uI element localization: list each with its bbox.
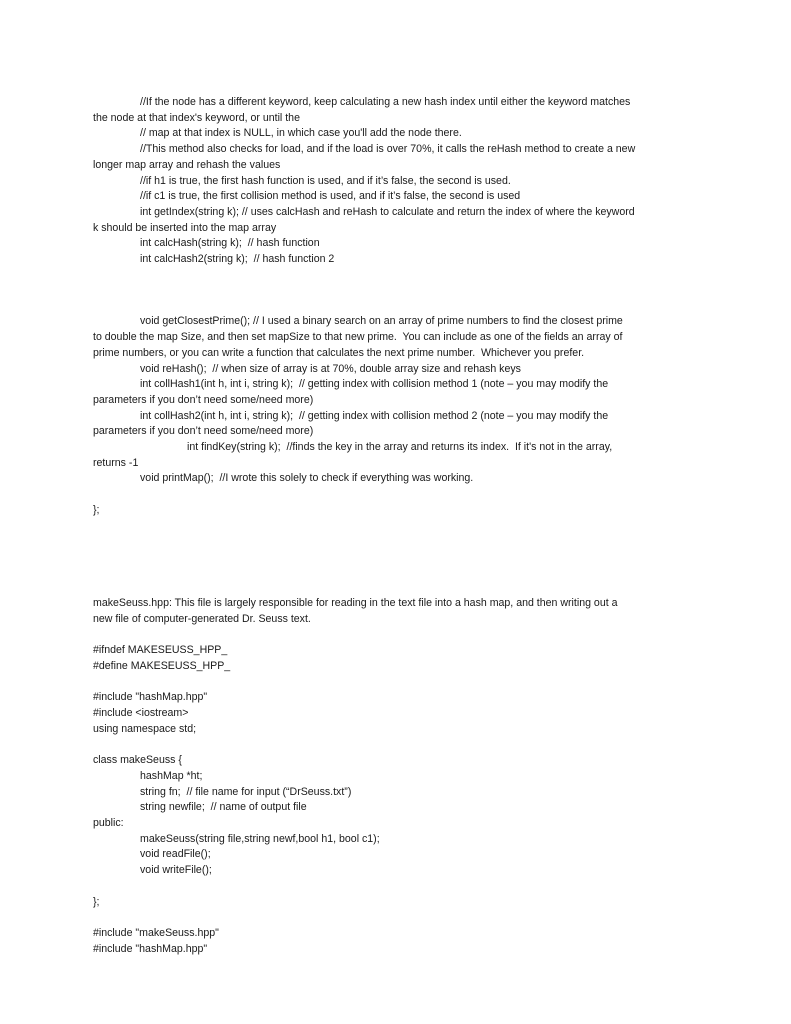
class-field: hashMap *ht; [140,769,203,782]
code-comment-line: the node at that index's keyword, or until the [93,111,300,124]
code-declaration-line: to double the map Size, and then set mapSize to that new prime. You can include as one of the fields an array of [93,331,623,344]
spacer [93,910,698,926]
code-comment-line: //if h1 is true, the first hash function is used, and if it’s false, the second is used. [140,174,511,187]
preprocessor-ifndef: #ifndef MAKESEUSS_HPP_ [93,644,228,657]
code-comment-line: // map at that index is NULL, in which case you'll add the node there. [140,127,462,140]
code-declaration-line: void getClosestPrime(); // I used a binary search on an array of prime numbers to find the closest prime [140,315,623,328]
class-close-brace: }; [93,503,100,516]
spacer [93,487,698,503]
spacer [93,879,698,895]
code-declaration-line: int calcHash(string k); // hash function [140,237,320,250]
class-declaration: class makeSeuss { [93,754,182,767]
include-iostream: #include <iostream> [93,707,189,720]
class-method: makeSeuss(string file,string newf,bool h1, bool c1); [140,832,380,845]
code-comment-line: //if c1 is true, the first collision method is used, and if it’s false, the second is used [140,190,521,203]
code-declaration-line: prime numbers, or you can write a function that calculates the next prime number. Whichever you prefer. [93,346,585,359]
code-declaration-line: int collHash2(int h, int i, string k); // getting index with collision method 2 (note – you may modify the [140,409,609,422]
spacer [93,299,698,315]
code-declaration-line: int collHash1(int h, int i, string k); // getting index with collision method 1 (note – you may modify the [140,378,609,391]
spacer [93,268,698,299]
code-declaration-line: int calcHash2(string k); // hash function 2 [140,253,335,266]
include-hashmap: #include "hashMap.hpp" [93,942,208,955]
class-field: string newfile; // name of output file [140,801,307,814]
spacer [93,519,698,581]
file-description-text: makeSeuss.hpp: This file is largely responsible for reading in the text file into a hash map, and then writing out a [93,597,618,610]
code-comment-line: //If the node has a different keyword, keep calculating a new hash index until either the keyword matches [140,96,631,108]
preprocessor-define: #define MAKESEUSS_HPP_ [93,660,231,673]
include-hashmap: #include "hashMap.hpp" [93,691,208,704]
code-declaration-line: returns -1 [93,456,139,469]
class-method: void readFile(); [140,848,211,861]
code-declaration-line: void reHash(); // when size of array is at 70%, double array size and rehash keys [140,362,521,375]
document-page [93,95,698,957]
file-description-text: new file of computer-generated Dr. Seuss text. [93,612,311,625]
spacer [93,581,698,597]
code-declaration-line: k should be inserted into the map array [93,221,277,234]
class-close-brace: }; [93,895,100,908]
code-declaration-line: parameters if you don’t need some/need more) [93,425,314,438]
class-method: void writeFile(); [140,864,212,877]
code-declaration-line: void printMap(); //I wrote this solely to check if everything was working. [140,472,474,485]
spacer [93,628,698,644]
code-comment-line: //This method also checks for load, and if the load is over 70%, it calls the reHash method to create a new [140,143,636,156]
code-declaration-line: int findKey(string k); //finds the key in the array and returns its index. If it's not in the array, [187,441,613,454]
code-declaration-line: int getIndex(string k); // uses calcHash and reHash to calculate and return the index of where the keyword [140,205,635,218]
using-namespace: using namespace std; [93,722,197,735]
code-comment-line: longer map array and rehash the values [93,158,281,171]
spacer [93,738,698,754]
class-field: string fn; // file name for input (“DrSeuss.txt”) [140,785,352,798]
access-specifier: public: [93,817,124,830]
spacer [93,675,698,691]
code-declaration-line: parameters if you don’t need some/need more) [93,393,314,406]
include-makeseuss: #include "makeSeuss.hpp" [93,926,219,939]
